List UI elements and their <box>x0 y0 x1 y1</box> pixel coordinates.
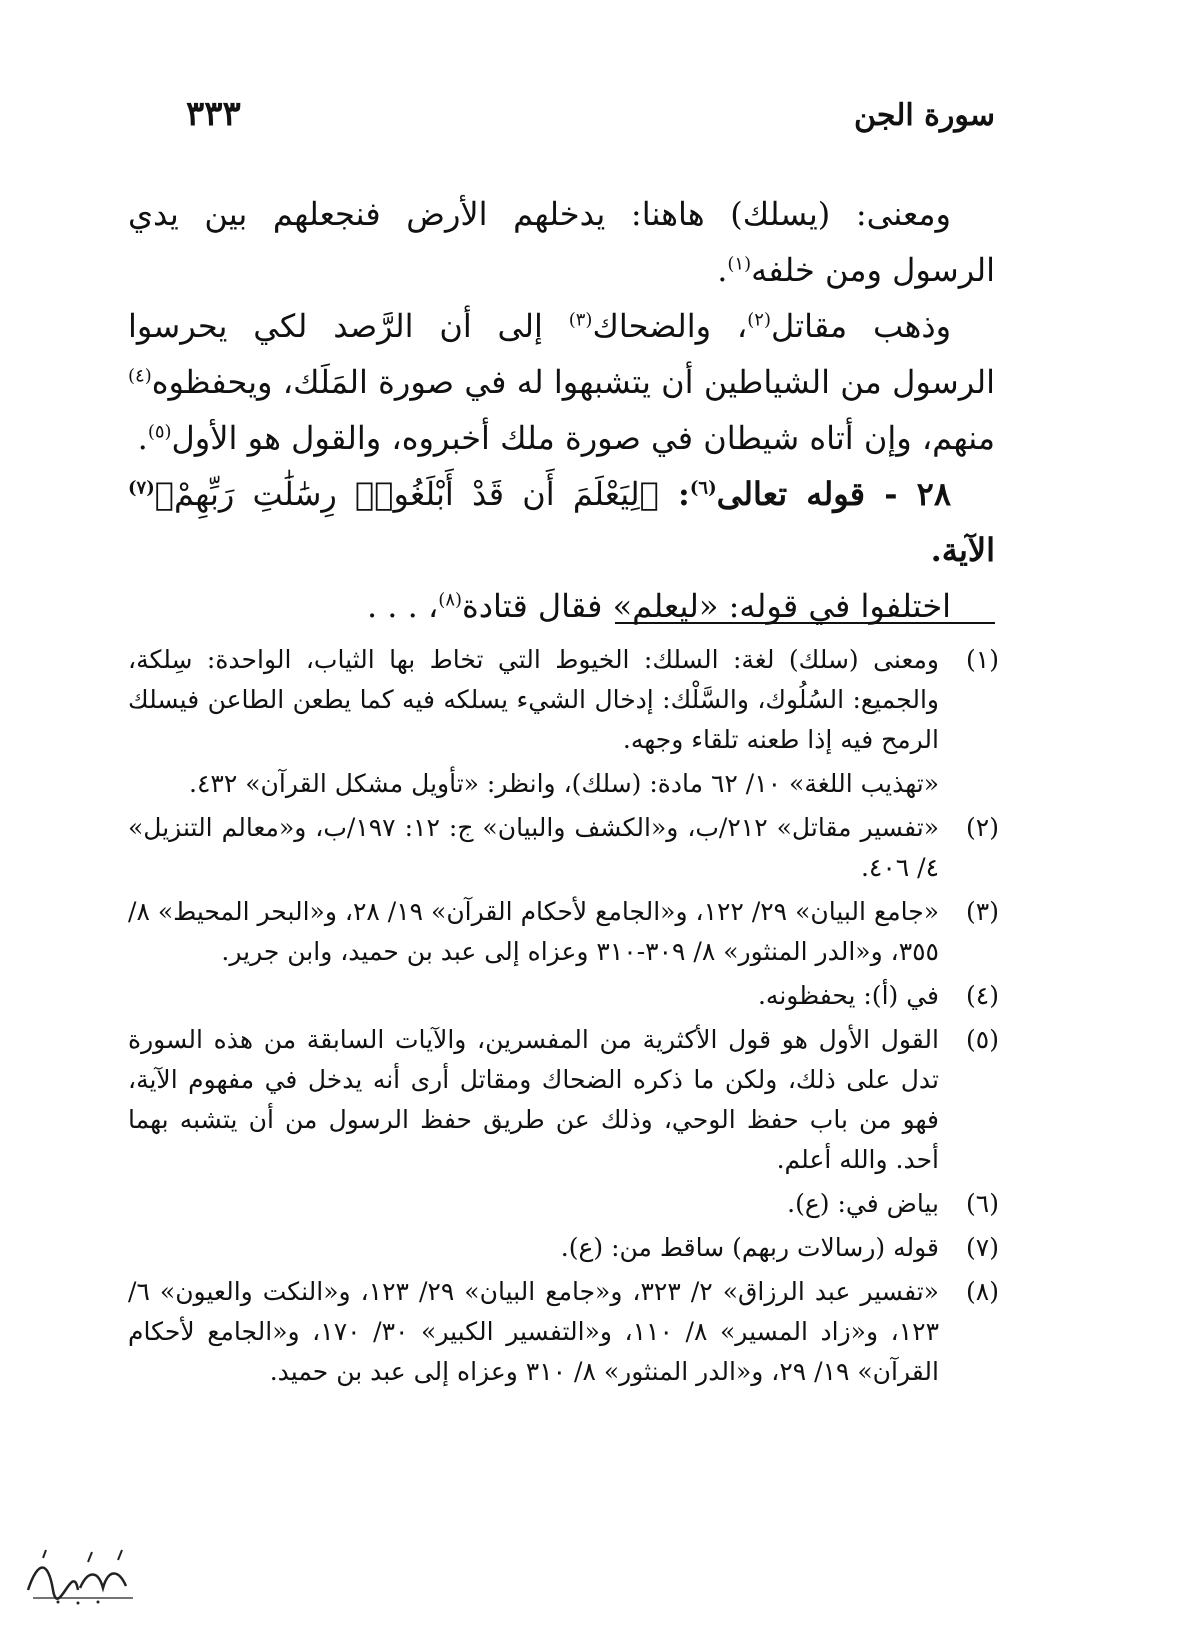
paragraph-4 <box>128 578 995 634</box>
footnote-separator <box>615 622 995 624</box>
footnote-number: (٢) <box>966 813 999 842</box>
paragraph-2 <box>128 298 995 466</box>
footnote-number: (٦) <box>966 1189 999 1218</box>
footnote-text: ومعنى (سلك) لغة: السلك: الخيوط التي تخاط بها الثياب، الواحدة: سِلكة، والجميع: السُلُوك، والسَّلْك: إدخال الشيء يسلكه فيه كما يطعن الطاعن فيسلك الرمح فيه إذا طعنه تلقاء وجهه. <box>128 645 939 754</box>
footnote-8 <box>128 1272 999 1392</box>
verse-intro: ٢٨ - قوله تعالى <box>716 475 952 513</box>
footnote-text: بياض في: (ع). <box>787 1189 939 1218</box>
paragraph-2-part-a: وذهب مقاتل <box>770 307 952 345</box>
paragraph-1-end: . <box>717 251 728 289</box>
footnote-text: في (أ): يحفظونه. <box>757 981 939 1010</box>
paragraph-3-verse <box>128 466 995 578</box>
footnote-6 <box>128 1184 999 1224</box>
footnote-ref-2: (٢) <box>747 309 771 331</box>
paragraph-4-part-a: اختلفوا في قوله: «ليعلم» فقال قتادة <box>462 587 951 625</box>
running-title: سورة الجن <box>854 98 995 133</box>
footnote-text: القول الأول هو قول الأكثرية من المفسرين، والآيات السابقة من هذه السورة تدل على ذلك، ولكن ما ذكره الضحاك ومقاتل أرى أنه يدخل في مفهوم الآية، فهو من باب حفظ الوحي، وذلك عن طريق حفظ الرسول من أن يتشبه بهما أحد. والله أعلم. <box>128 1025 939 1174</box>
footnote-4 <box>128 976 999 1016</box>
paragraph-1 <box>128 186 995 298</box>
footnote-5 <box>128 1020 999 1180</box>
footnote-ref-6: (٦) <box>689 477 717 499</box>
footnote-ref-1: (١) <box>727 253 752 275</box>
footnote-ref-8: (٨) <box>438 589 463 611</box>
footnote-number: (٨) <box>966 1277 999 1306</box>
footnote-text: قوله (رسالات ربهم) ساقط من: (ع). <box>560 1233 939 1262</box>
footnote-1 <box>128 640 999 760</box>
footnote-3 <box>128 892 999 972</box>
footnote-number: (٣) <box>966 897 999 926</box>
footnote-ref-7: (٧) <box>128 477 155 499</box>
library-logo-icon <box>18 1540 148 1610</box>
footnotes <box>128 640 999 1396</box>
footnote-2 <box>128 808 999 888</box>
quran-verse: ﴿لِيَعْلَمَ أَن قَدْ أَبْلَغُوا۟ رِسَٰلَٰتِ رَبِّهِمْ﴾ <box>154 475 659 513</box>
paragraph-2-part-b: ، والضحاك <box>592 307 748 345</box>
paragraph-2-part-c: إلى أن الرَّصد لكي يحرسوا الرسول من الشياطين أن يتشبهوا له في صورة المَلَك، ويحفظوه <box>128 307 995 401</box>
paragraph-4-part-b: ، . . . <box>366 587 439 625</box>
footnote-text: «تهذيب اللغة» ١٠/ ٦٢ مادة: (سلك)، وانظر: «تأويل مشكل القرآن» ٤٣٢. <box>189 769 939 798</box>
footnote-number: (٥) <box>966 1025 999 1054</box>
footnote-number: (٧) <box>966 1233 999 1262</box>
footnote-text: «تفسير مقاتل» ٢١٢/ب، و«الكشف والبيان» ج: ١٢: ١٩٧/ب، و«معالم التنزيل» ٤/ ٤٠٦. <box>128 813 940 882</box>
paragraph-2-part-d: منهم، وإن أتاه شيطان في صورة ملك أخبروه، والقول هو الأول <box>171 419 995 457</box>
footnote-number: (١) <box>966 645 999 674</box>
footnote-7 <box>128 1228 999 1268</box>
verse-suffix: الآية. <box>930 531 995 569</box>
main-text <box>128 186 995 634</box>
paragraph-1-text: ومعنى: (يسلك) هاهنا: يدخلهم الأرض فنجعلهم بين يدي الرسول ومن خلفه <box>128 195 995 289</box>
footnote-ref-3: (٣) <box>568 309 593 331</box>
footnote-ref-4: (٤) <box>128 365 152 387</box>
paragraph-2-end: . <box>137 419 148 457</box>
verse-colon: : <box>658 475 690 513</box>
footnote-number: (٤) <box>966 981 999 1010</box>
page-number: ٣٣٣ <box>186 94 241 134</box>
footnote-ref-5: (٥) <box>147 421 172 443</box>
footnote-1-source <box>128 764 999 804</box>
footnote-text: «جامع البيان» ٢٩/ ١٢٢، و«الجامع لأحكام القرآن» ١٩/ ٢٨، و«البحر المحيط» ٨/ ٣٥٥، و«الدر المنثور» ٨/ ٣٠٩-٣١٠ وعزاه إلى عبد بن حميد، وابن جرير. <box>128 897 940 966</box>
footnote-text: «تفسير عبد الرزاق» ٢/ ٣٢٣، و«جامع البيان» ٢٩/ ١٢٣، و«النكت والعيون» ٦/ ١٢٣، و«زاد المسير» ٨/ ١١٠، و«التفسير الكبير» ٣٠/ ١٧٠، و«الجامع لأحكام القرآن» ١٩/ ٢٩، و«الدر المنثور» ٨/ ٣١٠ وعزاه إلى عبد بن حميد. <box>128 1277 940 1386</box>
